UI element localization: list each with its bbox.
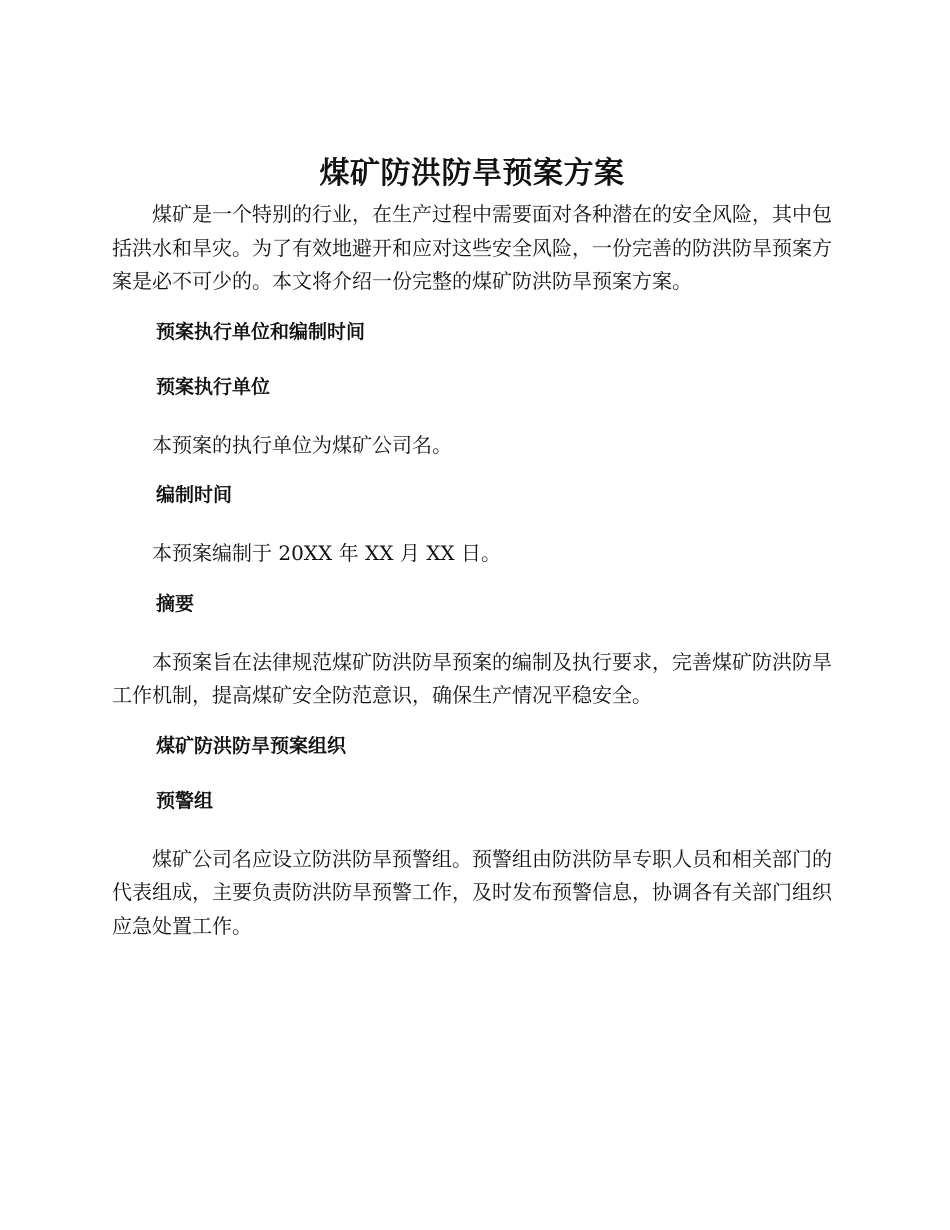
heading-organization: 煤矿防洪防旱预案组织 [156,734,347,757]
document-page [112,150,832,943]
heading-unit-and-time: 预案执行单位和编制时间 [156,320,366,343]
summary-paragraph: 本预案旨在法律规范煤矿防洪防旱预案的编制及执行要求，完善煤矿防洪防旱工作机制，提高煤矿安全防范意识，确保生产情况平稳安全。 [112,649,832,707]
compile-time-paragraph: 本预案编制于 20XX 年 XX 月 XX 日。 [152,541,502,565]
heading-summary: 摘要 [156,592,195,615]
heading-warning-group: 预警组 [156,789,214,812]
document-title: 煤矿防洪防旱预案方案 [319,156,625,191]
warning-group-paragraph: 煤矿公司名应设立防洪防旱预警组。预警组由防洪防旱专职人员和相关部门的代表组成，主要负责防洪防旱预警工作，及时发布预警信息，协调各有关部门组织应急处置工作。 [112,846,832,938]
heading-execution-unit: 预案执行单位 [156,375,271,398]
intro-paragraph: 煤矿是一个特别的行业，在生产过程中需要面对各种潜在的安全风险，其中包括洪水和旱灾。为了有效地避开和应对这些安全风险，一份完善的防洪防旱预案方案是必不可少的。本文将介绍一份完整的煤矿防洪防旱预案方案。 [112,202,832,293]
execution-unit-paragraph: 本预案的执行单位为煤矿公司名。 [152,432,452,457]
heading-compile-time: 编制时间 [156,484,233,506]
